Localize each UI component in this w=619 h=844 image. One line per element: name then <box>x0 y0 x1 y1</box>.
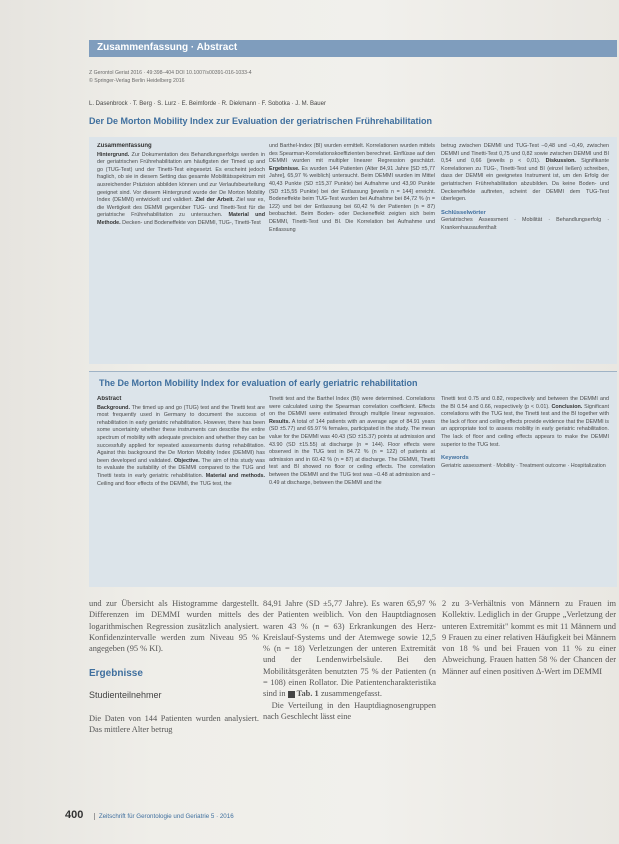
section-text: Signifikante Korrelationen zu TUG-, Tinetti-Test und BI (einzel ließen) schreiben, dass der DEMMI ein geeignetes Instrument ist, um den Erfolg der geriatrischen Frührehabilitation abzubilden. Da keine Boden- und Deckeneffekte auftreten, scheint der DEMMI dem TUG-Test überlegen. <box>441 158 609 203</box>
section-label: Results. <box>269 418 290 425</box>
section-text: Tinetti test 0.75 and 0.82, respectively and between the DEMMI and the BI 0.54 and 0.66, respectively (p < 0.01). <box>441 396 609 410</box>
german-abstract-col-2 <box>269 143 435 361</box>
author-list: L. Dasenbrock · T. Berg · S. Lurz · E. Beimforde · R. Diekmann · F. Sobotka · J. M. Bauer <box>89 101 326 107</box>
english-abstract-box <box>89 371 617 587</box>
german-keywords: Geriatrisches Assessment · Mobilität · Behandlungserfolg · Krankenhausaufenthalt <box>441 217 609 231</box>
english-keywords-heading: Keywords <box>441 455 469 462</box>
copyright-line: © Springer-Verlag Berlin Heidelberg 2016 <box>89 78 185 84</box>
section-text: Zur Dokumentation des Behandlungserfolgs werden in der geriatrischen Frührehabilitation am häufigsten der Timed up and go (TUG-Test) und der Tinetti-Test eingesetzt. Es erscheint jedoch fraglich, ob sie in diesem Setting das gesamte Mobilitätsspektrum mit ausreichender Präzision abbilden können und zur Verlaufsbeurteilung geeignet sind. Vor diesem Hintergrund wurde der De Morton Mobility Index (DEMMI) entwickelt und validiert. <box>97 151 265 204</box>
section-text: The timed up and go (TUG) test and the Tinetti test are most frequently used in Germany to document the success of rehabilitation in early geriatric rehabilitation. However, there has been some uncertainty whether these instruments can describe the entire spectrum of mobility with adequate precision and whether they can be successfully applied for repeated assessments during rehabilitation. Against this background the De Morton Mobility Index (DEMMI) has been developed and validated. <box>97 404 265 464</box>
banner-title: Zusammenfassung · Abstract <box>97 42 238 53</box>
section-text: Es wurden 144 Patienten (Alter 84,91 Jahre [SD ±5,77 Jahre], 65,97 % weiblich) untersucht. Beim DEMMI wurden im Mittel 40,43 Punkte (SD ±15,37 Punkte) bei Aufnahme und 43,90 Punkte (SD ±15,55 Punkte) bei der Entlassung [jeweils n = 144] erreicht. Bodeneffekte beim TUG-Test wurden bei Aufnahme bei 84,72 % (n = 122) und bei der Entlassung bei 60,42 % der Patienten (n = 87) beobachtet. Beim Boden- oder Deckeneffekt zeigten sich beim DEMMI, Tinetti-Test und BI. Die Korrelation bei Aufnahme und Entlassung <box>269 165 435 233</box>
page-footer <box>65 805 234 823</box>
body-text: 84,91 Jahre (SD ±5,77 Jahre). Es waren 65,97 % der Patienten weiblich. Von den Hauptdiagnosen waren 43 % (n = 63) Erkrankungen des Herz-Kreislauf-Systems und der Atemwege sowie 12,5 % (n = 18) Verletzungen der unteren Extremität und der Lendenwirbelsäule. Bei den Mobilitätsgeräten benutzten 75 % der Patienten (n = 108) einen Rollator. Die Patientencharakteristika sind in <box>263 599 436 699</box>
english-abstract-col-3 <box>441 396 609 584</box>
section-label: Diskussion. <box>545 158 576 165</box>
section-text: Ceiling and floor effects of the DEMMI, the TUG test, the <box>97 480 232 487</box>
table-reference-icon <box>288 691 295 698</box>
section-text: The aim of this study was to evaluate the suitability of the DEMMI compared to the TUG and Tinetti tests in early geriatric rehabilitation. <box>97 457 265 479</box>
english-abstract-col-1 <box>97 396 265 584</box>
section-label: Objective. <box>173 457 200 464</box>
subsection-heading-participants: Studienteilnehmer <box>89 690 162 700</box>
body-col-2 <box>263 598 436 796</box>
english-abstract-col-2 <box>269 396 435 584</box>
section-label: Material and methods. <box>205 472 265 479</box>
german-abstract-col-1 <box>97 143 265 361</box>
german-abstract-heading: Zusammenfassung <box>97 143 152 149</box>
section-text: A total of 144 patients with an average age of 84.91 years (SD ±5.77) and 65.97 % females, participated in the study. The mean value for the DEMMI was 40.43 (SD ±15.37) points at admission and 43.90 (SD ±15.55) at discharge (n = 144). Floor effects were observed in the TUG test in 84.72 % (n = 122) of patients at admission and in 60.42 % (n = 87) at discharge. The DEMMI, Tinetti test and BI showed no floor or ceiling effects. The correlation between the DEMMI and the TUG test was –0.48 at admission and –0.49 at discharge, between the DEMMI and the <box>269 418 435 486</box>
section-label: Conclusion. <box>551 403 583 410</box>
section-label: Ziel der Arbeit. <box>195 197 235 204</box>
section-text: Tinetti test and the Barthel Index (BI) were determined. Correlations were calculated using the Spearman correlation coefficient. Effects on the DEMMI were estimated through multiple linear regression. <box>269 396 435 418</box>
section-text: Significant correlations with the TUG test, the Tinetti test and the BI together with the lack of floor and ceiling effects provide evidence that the DEMMI is an appropriate tool to assess mobility in early geriatric rehabilitation. The lack of floor and ceiling effects appears to make the DEMMI superior to the TUG test. <box>441 403 609 448</box>
german-keywords-heading: Schlüsselwörter <box>441 209 486 216</box>
page-number: 400 <box>65 809 84 821</box>
journal-name: Zeitschrift für Gerontologie und Geriatrie 5 · 2016 <box>94 813 234 820</box>
german-abstract-box <box>89 137 617 364</box>
english-abstract-heading: Abstract <box>97 396 122 402</box>
section-label: Hintergrund. <box>97 151 130 158</box>
body-text: zusammengefasst. <box>320 689 382 699</box>
section-label: Background. <box>97 404 130 411</box>
english-keywords: Geriatric assessment · Mobility · Treatment outcome · Hospitalization <box>441 462 606 469</box>
section-text: Ziel war es, die Wertigkeit des DEMMI gegenüber TUG- und Tinetti-Test für die geriatrische Frührehabilitation zu untersuchen. <box>97 197 265 219</box>
section-label: Ergebnisse. <box>269 165 300 172</box>
article-title-german: Der De Morton Mobility Index zur Evaluation der geriatrischen Frührehabilitation <box>89 116 433 126</box>
body-col-1-intro: und zur Übersicht als Histogramme dargestellt. Differenzen im DEMMI wurden mittels des logarithmischen Regression zusätzlich analysiert. Konfidenzintervalle werden zum Niveau 95 % angegeben (95 % KI). <box>89 599 259 654</box>
section-heading-results: Ergebnisse <box>89 668 143 679</box>
section-text: und Barthel-Index (BI) wurden ermittelt. Korrelationen wurden mittels des Spearman-Korrelationskoeffizienten berechnet. Einflüsse auf den DEMMI wurden mit multipler linearer Regression geschätzt. <box>269 143 435 165</box>
section-text: betrug zwischen DEMMI und TUG-Test –0,48 und –0,49, zwischen DEMMI und Tinetti-Test 0,75 und 0,82 sowie zwischen DEMMI und BI 0,54 und 0,66 (jeweils p < 0,01). <box>441 143 609 165</box>
abstract-banner <box>89 40 617 57</box>
body-text: Die Verteilung in den Hauptdiagnosengruppen nach Geschlecht lässt eine <box>263 700 436 721</box>
article-title-english: The De Morton Mobility Index for evaluation of early geriatric rehabilitation <box>99 378 418 388</box>
table-reference-link[interactable]: Tab. 1 <box>296 689 319 699</box>
german-abstract-col-3 <box>441 143 609 361</box>
body-col-3: 2 zu 3-Verhältnis von Männern zu Frauen im Kollektiv. Lediglich in der Gruppe „Verletzung der unteren Extremität" kommt es mit 11 Männern und 9 Frauen zu einer relativen Häufigkeit bei Männern von 18 % und bei Frauen von 11 % zu einer Abweichung. Frauen hatten 58 % der Chancen der Männer auf einen positiven Δ-Wert im DEMMI <box>442 599 616 676</box>
body-col-1-outro: Die Daten von 144 Patienten wurden analysiert. Das mittlere Alter betrug <box>89 714 259 735</box>
section-label: Material und Methode. <box>97 212 265 226</box>
section-text: Decken- und Bodeneffekte von DEMMI, TUG-, Tinetti-Test <box>122 219 261 226</box>
citation-line: Z Gerontol Geriat 2016 · 49:398–404 DOI 10.1007/s00391-016-1033-4 <box>89 70 252 76</box>
